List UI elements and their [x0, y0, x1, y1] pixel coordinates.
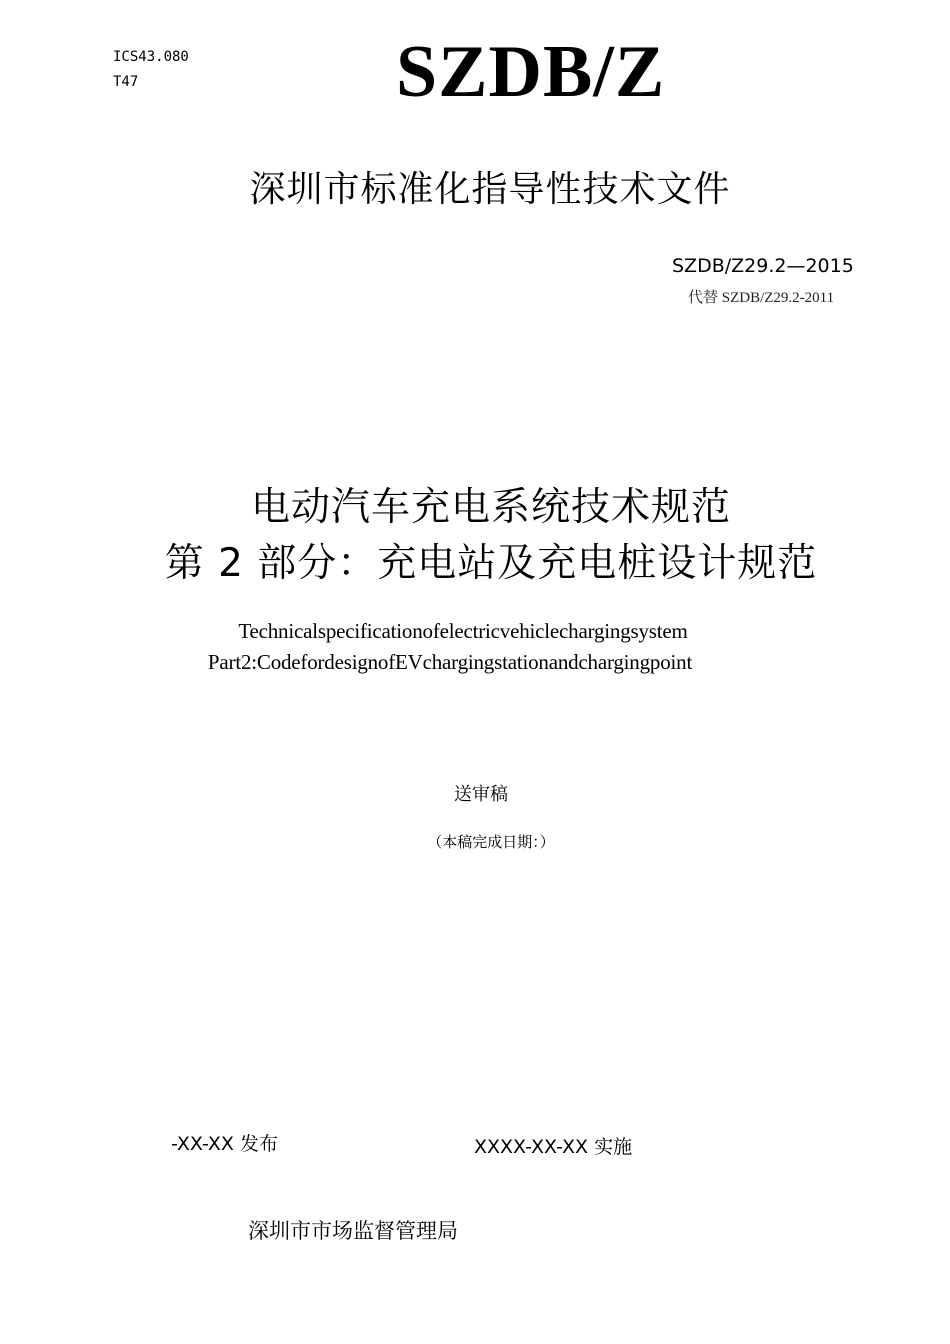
standard-number: SZDB/Z29.2—2015 — [672, 255, 854, 277]
classification-code: T47 — [113, 74, 139, 90]
draft-status: 送审稿 — [454, 784, 508, 805]
issue-date: -XX-XX 发布 — [171, 1133, 278, 1155]
standard-mark: SZDB/Z — [396, 31, 666, 113]
draft-date-note: （本稿完成日期：） — [427, 833, 555, 851]
title-part: 第 2 部分：充电站及充电桩设计规范 — [164, 541, 818, 586]
title-english-main: Technicalspecificationofelectricvehiclechargingsystem — [238, 619, 688, 643]
replaces-standard: 代替 SZDB/Z29.2-2011 — [688, 290, 835, 306]
issuing-authority: 深圳市市场监督管理局 — [248, 1219, 458, 1243]
title-english-part: Part2:CodefordesignofEVchargingstationandchargingpoint — [207, 650, 693, 674]
ics-code: ICS43.080 — [113, 49, 189, 65]
title-main: 电动汽车充电系统技术规范 — [250, 485, 731, 530]
implementation-date: XXXX-XX-XX 实施 — [474, 1136, 633, 1158]
document-type: 深圳市标准化指导性技术文件 — [249, 169, 731, 210]
